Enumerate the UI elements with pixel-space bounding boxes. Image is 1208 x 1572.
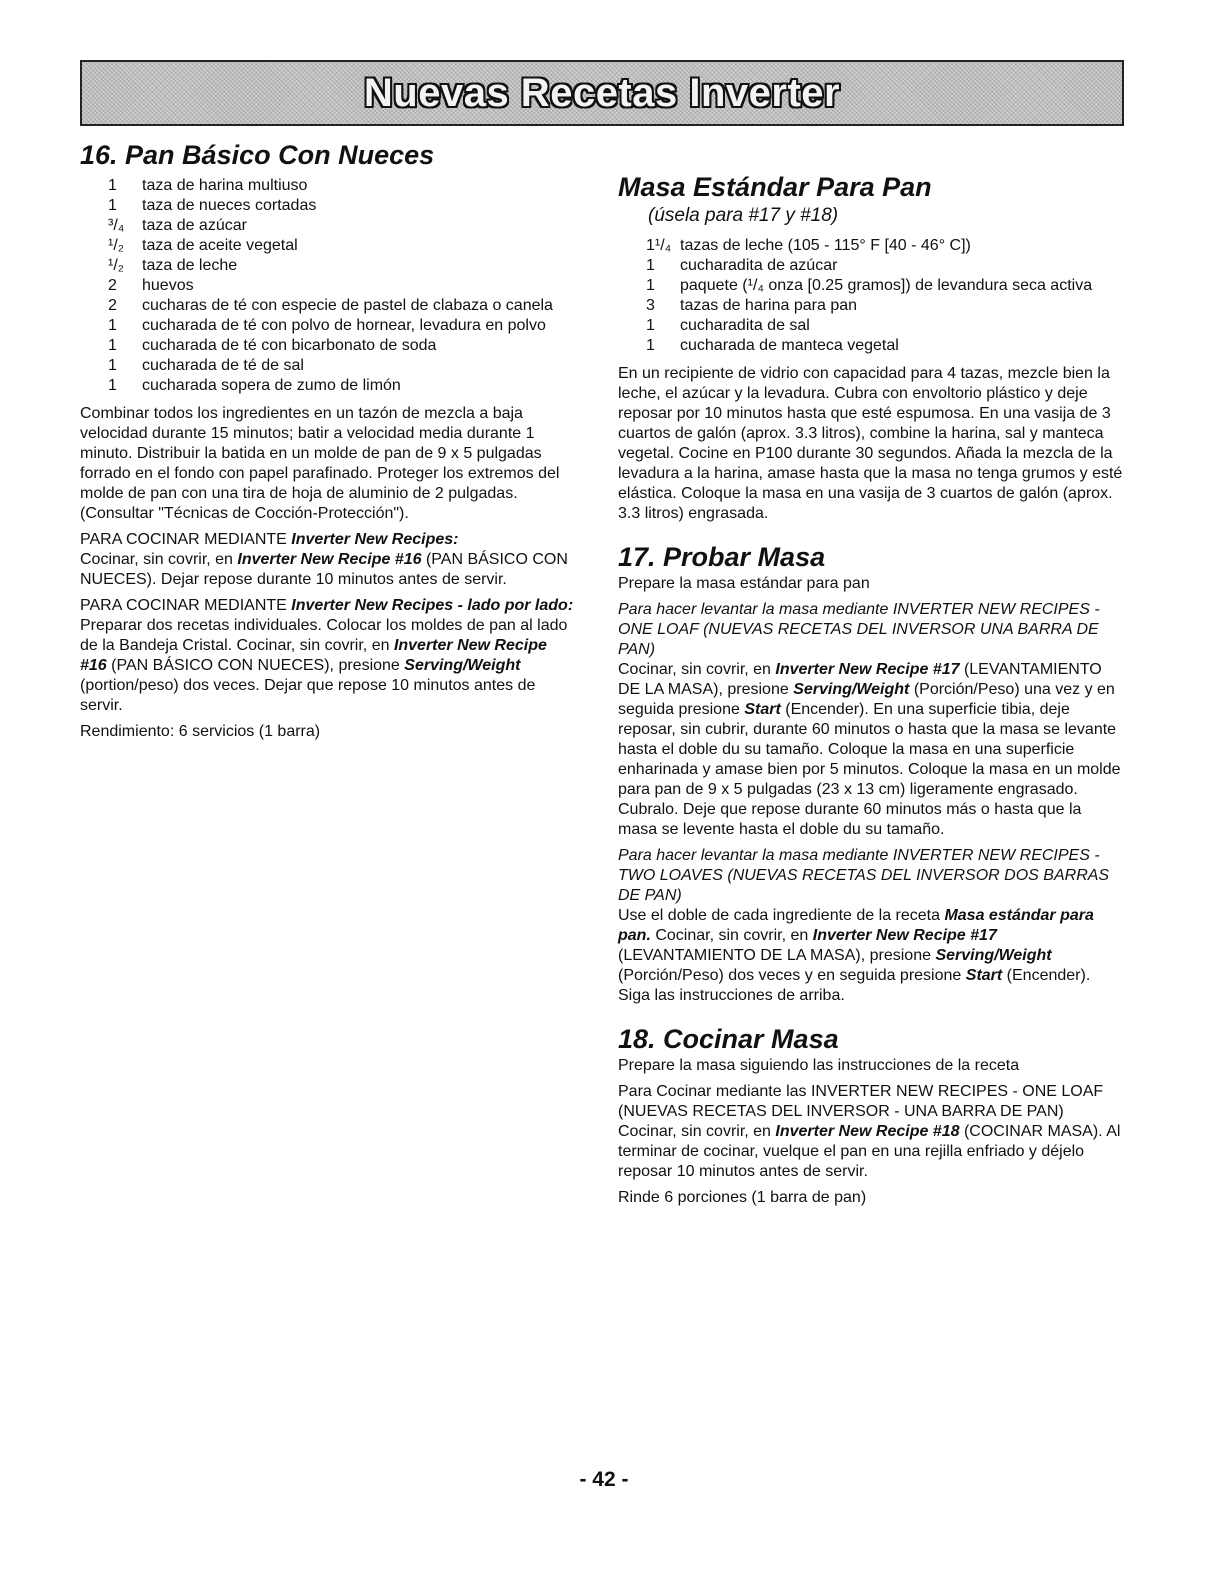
recipe-17-two-loaves: Para hacer levantar la masa mediante INVERTER NEW RECIPES - TWO LOAVES (NUEVAS RECETAS DEL INVERSOR DOS BARRAS DE PAN) Use el doble de cada ingrediente de la receta Masa estándar para pan. Cocinar, sin covrir, en Inverter New Recipe #17 (LEVANTAMIENTO DE LA MASA), presione Serving/Weight (Porción/Peso) dos veces y en seguida presione Start (Encender). Siga las instrucciones de arriba. <box>618 847 1110 1004</box>
recipe-18-yield: Rinde 6 porciones (1 barra de pan) <box>618 1189 867 1206</box>
header-banner <box>80 60 1124 126</box>
masa-instructions: En un recipiente de vidrio con capacidad para 4 tazas, mezcle bien la leche, el azúcar y la levadura. Cubra con envoltorio plástico y deje reposar por 10 minutos hasta que esté espumosa. En una vasija de 3 cuartos de galón (aprox. 3.3 litros), combine la harina, sal y manteca vegetal. Cocine en P100 durante 30 segundos. Añada la mezcla de la levadura a la harina, amase hasta que la masa no tenga grumos y esté elástica. Coloque la masa en una vasija de 3 cuartos de galón (aprox. 3.3 litros) engrasada. <box>618 365 1123 522</box>
ingredient-item: 1 cucharada sopera de zumo de limón <box>108 377 401 394</box>
ingredient-item: ³/₄ taza de azúcar <box>108 217 247 234</box>
right-column <box>618 138 1124 1214</box>
ingredient-item: ¹/₂ taza de aceite vegetal <box>108 237 298 254</box>
ingredient-item: 1 cucharadita de sal <box>646 317 810 334</box>
page-title: Nuevas Recetas Inverter <box>363 70 841 115</box>
recipe-18-instructions: Para Cocinar mediante las INVERTER NEW RECIPES - ONE LOAF (NUEVAS RECETAS DEL INVERSOR - UNA BARRA DE PAN) Cocinar, sin covrir, en Inverter New Recipe #18 (COCINAR MASA). Al terminar de cocinar, vuelque el pan en una rejilla enfriado y déjelo reposar 10 minutos antes de servir. <box>618 1083 1121 1180</box>
recipe-17-title: 17. Probar Masa <box>618 542 826 572</box>
ingredient-item: 2 cucharas de té con especie de pastel de clabaza o canela <box>108 297 553 314</box>
ingredient-item: ¹/₂ taza de leche <box>108 257 238 274</box>
recipe-18-title: 18. Cocinar Masa <box>618 1024 839 1054</box>
recipe-17-one-loaf: Para hacer levantar la masa mediante INVERTER NEW RECIPES - ONE LOAF (NUEVAS RECETAS DEL INVERSOR UNA BARRA DE PAN) Cocinar, sin covrir, en Inverter New Recipe #17 (LEVANTAMIENTO DE LA MASA), presione Serving/Weight (Porción/Peso) una vez y en seguida presione Start (Encender). En una superficie tibia, deje reposar, sin cubrir, durante 60 minutos o hasta que la masa se levante hasta el doble du su tamaño. Coloque la masa en una superficie enharinada y amase bien por 5 minutos. Coloque la masa en un molde para pan de 9 x 5 pulgadas (23 x 13 cm) ligeramente engrasado. Cubralo. Deje que repose durante 60 minutos más o hasta que la masa se levente hasta el doble du su tamaño. <box>618 601 1121 838</box>
recipe-16-cook-side-by-side: PARA COCINAR MEDIANTE Inverter New Recipes - lado por lado: Preparar dos recetas individuales. Colocar los moldes de pan al lado de la Bandeja Cristal. Cocinar, sin covrir, en Inverter New Recipe #16 (PAN BÁSICO CON NUECES), presione Serving/Weight (portion/peso) dos veces. Dejar que repose 10 minutos antes de servir. <box>80 597 574 714</box>
recipe-17-intro: Prepare la masa estándar para pan <box>618 575 870 592</box>
recipe-18-intro: Prepare la masa siguiendo las instrucciones de la receta <box>618 1057 1020 1074</box>
ingredient-item: 1 taza de nueces cortadas <box>108 197 317 214</box>
ingredient-item: 1 cucharadita de azúcar <box>646 257 838 274</box>
masa-ingredients <box>618 236 1124 356</box>
ingredient-item: 1 cucharada de té con polvo de hornear, levadura en polvo <box>108 317 546 334</box>
ingredient-item: 1 paquete (¹/₄ onza [0.25 gramos]) de levandura seca activa <box>646 277 1093 294</box>
recipe-16-instructions: Combinar todos los ingredientes en un tazón de mezcla a baja velocidad durante 15 minutos; batir a velocidad media durante 1 minuto. Distribuir la batida en un molde de pan de 9 x 5 pulgadas forrado en el fondo con papel parafinado. Proteger los extremos del molde de pan con una tira de hoja de aluminio de 2 pulgadas. (Consultar "Técnicas de Cocción-Protección"). <box>80 405 560 522</box>
ingredient-item: 1 cucharada de té con bicarbonato de soda <box>108 337 437 354</box>
ingredient-item: 1 cucharada de té de sal <box>108 357 304 374</box>
ingredient-item: 1 taza de harina multiuso <box>108 177 308 194</box>
ingredient-item: 3 tazas de harina para pan <box>646 297 858 314</box>
ingredient-item: 1 cucharada de manteca vegetal <box>646 337 899 354</box>
recipe-16-yield: Rendimiento: 6 servicios (1 barra) <box>80 723 321 740</box>
recipe-16-cook-standard: PARA COCINAR MEDIANTE Inverter New Recipes: Cocinar, sin covrir, en Inverter New Recipe #16 (PAN BÁSICO CON NUECES). Dejar repose durante 10 minutos antes de servir. <box>80 531 568 588</box>
left-column <box>80 138 578 748</box>
masa-title: Masa Estándar Para Pan <box>618 172 932 202</box>
ingredient-item: 1¹/₄ tazas de leche (105 - 115° F [40 - 46° C]) <box>646 237 971 254</box>
recipe-16-ingredients <box>80 176 578 396</box>
page-number: - 42 - <box>579 1468 629 1491</box>
ingredient-item: 2 huevos <box>108 277 194 294</box>
recipe-16-title: 16. Pan Básico Con Nueces <box>80 140 435 170</box>
masa-subtitle: (úsela para #17 y #18) <box>648 205 839 226</box>
